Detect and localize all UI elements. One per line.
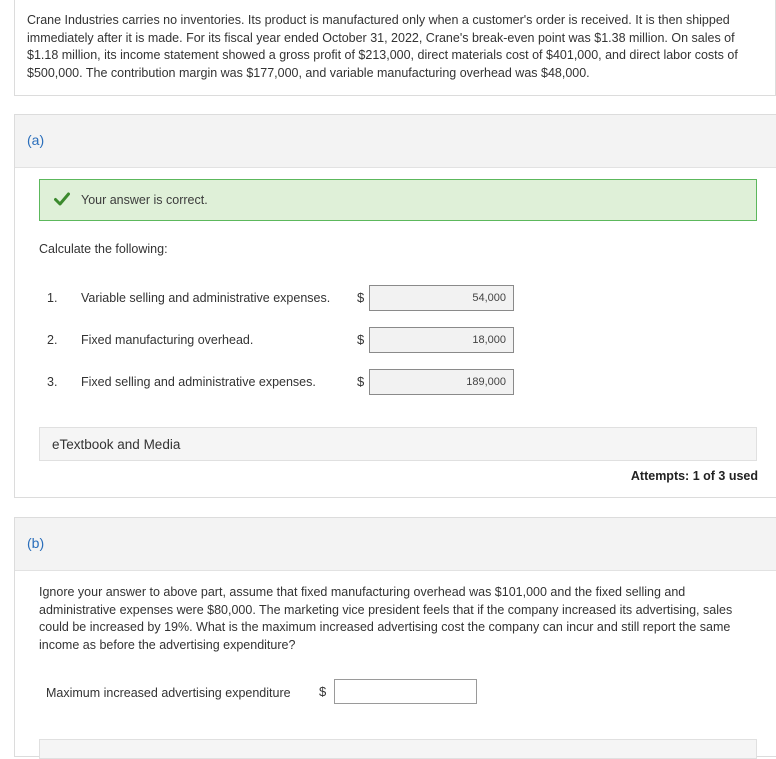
problem-statement (14, 0, 776, 96)
part-b-section (14, 517, 776, 757)
instruction-text: Calculate the following: (39, 242, 168, 256)
check-icon (54, 192, 70, 206)
etextbook-label: eTextbook and Media (52, 437, 181, 452)
attempts-counter: Attempts: 1 of 3 used (630, 469, 758, 483)
correct-answer-banner (39, 179, 757, 221)
currency-symbol: $ (357, 290, 365, 305)
part-b-label: (b) (27, 535, 45, 551)
currency-symbol: $ (357, 374, 365, 389)
question-number: 1. (47, 291, 58, 305)
etextbook-media-button[interactable] (39, 739, 757, 759)
question-text: Fixed selling and administrative expenses. (81, 375, 316, 389)
etextbook-media-button[interactable] (39, 427, 757, 461)
fixed-manufacturing-overhead-input[interactable] (369, 327, 514, 353)
question-row-1 (39, 285, 519, 311)
currency-symbol: $ (357, 332, 365, 347)
part-b-question-text: Ignore your answer to above part, assume that fixed manufacturing overhead was $101,000 and the fixed selling and administrative expenses were $80,000. The marketing vice president feels that if the company increased its advertising, sales could be increased by 19%. What is the maximum increased advertising cost the company can incur and still report the same income as before the advertising expenditure? (39, 585, 733, 652)
advertising-field-label: Maximum increased advertising expenditure (46, 686, 291, 700)
problem-text: Crane Industries carries no inventories. Its product is manufactured only when a customer's order is received. It is then shipped immediately after it is made. For its fiscal year ended October 31, 2022, Crane's break-even point was $1.38 million. On sales of $1.18 million, its income statement showed a gross profit of $213,000, direct materials cost of $401,000, and direct labor costs of $500,000. The contribution margin was $177,000, and variable manufacturing overhead was $48,000. (27, 13, 738, 80)
max-advertising-expenditure-input[interactable] (334, 679, 477, 704)
question-text: Fixed manufacturing overhead. (81, 333, 254, 347)
fixed-selling-admin-input[interactable] (369, 369, 514, 395)
part-a-section (14, 114, 776, 498)
part-a-label: (a) (27, 132, 45, 148)
question-number: 2. (47, 333, 58, 347)
question-row-2 (39, 327, 519, 353)
correct-status-text: Your answer is correct. (81, 193, 208, 207)
question-number: 3. (47, 375, 58, 389)
question-text: Variable selling and administrative expenses. (81, 291, 331, 305)
currency-symbol: $ (319, 684, 327, 699)
question-row-3 (39, 369, 519, 395)
part-a-header (15, 115, 776, 168)
variable-selling-admin-input[interactable] (369, 285, 514, 311)
part-b-header (15, 518, 776, 571)
